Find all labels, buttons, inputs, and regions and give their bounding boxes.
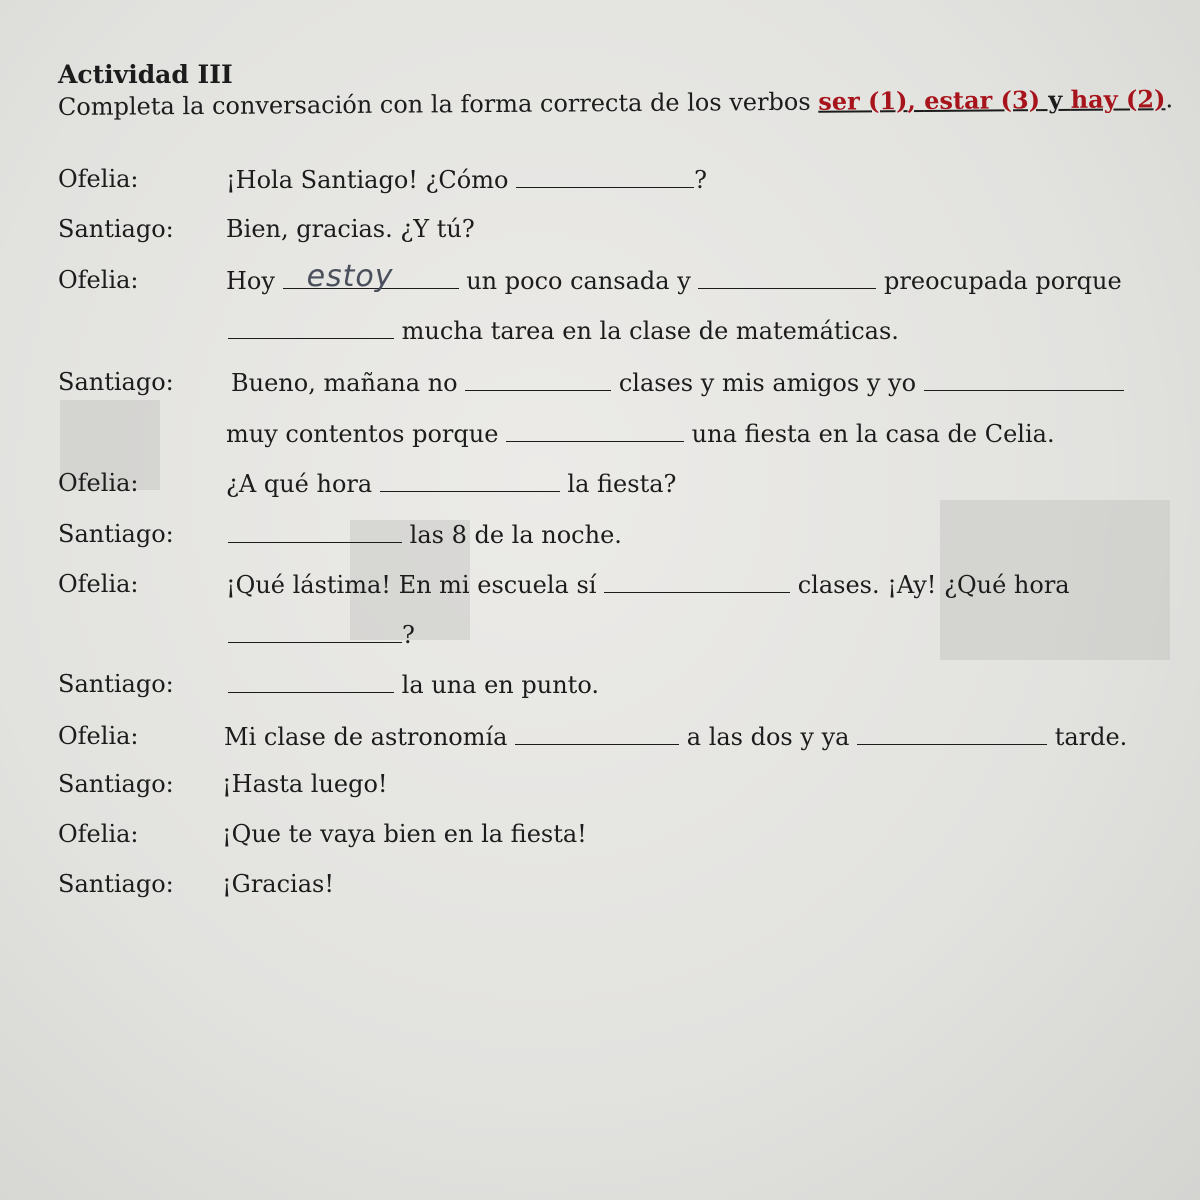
line-text-part: Mi clase de astronomía (224, 723, 516, 751)
activity-title: Actividad III (58, 60, 233, 89)
speaker-name: Ofelia: (58, 469, 139, 497)
answer-blank[interactable] (924, 368, 1124, 391)
line-text-part: ¿A qué hora (226, 470, 380, 498)
line-text-part: clases. ¡Ay! ¿Qué hora (790, 571, 1070, 599)
line-text (226, 469, 676, 498)
dialogue-line (0, 316, 1200, 356)
answer-blank[interactable] (228, 620, 402, 643)
line-text-part: la fiesta? (559, 470, 677, 498)
answer-blank[interactable] (380, 469, 560, 492)
line-text-part: a las dos y ya (679, 723, 858, 751)
line-text (226, 165, 707, 194)
answer-blank[interactable] (228, 316, 394, 339)
dialogue-line (0, 368, 1200, 408)
line-text-part: mucha tarea en la clase de matemáticas. (401, 317, 899, 345)
dialogue-line (0, 870, 1200, 910)
line-text-part: tarde. (1047, 723, 1128, 751)
line-text: ¡Hasta luego! (222, 770, 388, 798)
dialogue-line (0, 670, 1200, 710)
instruction-period: . (1165, 85, 1174, 114)
verb-conjunction: y (1039, 84, 1071, 115)
speaker-name: Ofelia: (58, 722, 139, 750)
speaker-name: Santiago: (58, 670, 174, 698)
instruction-prefix: Completa la conversación con la forma correcta de los verbos (57, 87, 819, 121)
dialogue-line (0, 520, 1200, 560)
line-text: ¡Gracias! (222, 870, 334, 898)
line-text-part: clases y mis amigos y yo (611, 369, 924, 397)
line-text-part: ? (694, 166, 707, 194)
speaker-name: Santiago: (58, 368, 174, 396)
answer-blank[interactable] (516, 165, 694, 188)
instruction-text (58, 84, 1173, 121)
line-text-part: las 8 de la noche. (409, 521, 622, 549)
speaker-name: Santiago: (58, 870, 174, 898)
speaker-name: Ofelia: (58, 820, 139, 848)
dialogue-line (0, 259, 1200, 306)
line-text-part: un poco cansada y (458, 267, 699, 295)
answer-blank[interactable] (604, 570, 790, 593)
line-text-part: preocupada porque (876, 267, 1122, 295)
dialogue-line (0, 469, 1200, 509)
dialogue-line (0, 770, 1200, 810)
answer-blank[interactable] (506, 419, 684, 442)
answer-blank[interactable] (465, 368, 611, 391)
line-text (226, 259, 1122, 295)
answer-blank[interactable] (515, 722, 679, 745)
dialogue-line (0, 722, 1200, 762)
dialogue-line (0, 570, 1200, 610)
line-text (224, 722, 1127, 751)
line-text (228, 520, 622, 549)
answer-blank[interactable] (228, 520, 402, 543)
verb-separator: , (907, 85, 925, 116)
line-text-part: ? (402, 621, 415, 649)
speaker-name: Santiago: (58, 520, 174, 548)
verb-hay: hay (2) (1070, 84, 1166, 114)
speaker-name: Ofelia: (58, 165, 139, 193)
line-text-part: la una en punto. (401, 671, 599, 699)
line-text (228, 620, 415, 649)
verb-estar: estar (3) (924, 85, 1041, 115)
line-text-part: ¡Qué lástima! En mi escuela sí (226, 571, 605, 599)
line-text (226, 419, 1055, 448)
line-text-part: Hoy (226, 267, 283, 295)
answer-blank[interactable] (857, 722, 1047, 745)
handwritten-answer: estoy (306, 259, 394, 294)
speaker-name: Ofelia: (58, 266, 139, 294)
line-text: Bien, gracias. ¿Y tú? (226, 215, 475, 243)
dialogue-line (0, 620, 1200, 660)
line-text-part: ¡Hola Santiago! ¿Cómo (226, 166, 517, 194)
line-text (231, 368, 1124, 397)
dialogue-line (0, 215, 1200, 255)
speaker-name: Santiago: (58, 215, 174, 243)
dialogue-line (0, 419, 1200, 459)
line-text (228, 316, 899, 345)
dialogue-line (0, 165, 1200, 205)
line-text-part: Bueno, mañana no (231, 369, 466, 397)
line-text-part: una fiesta en la casa de Celia. (684, 420, 1055, 448)
speaker-name: Santiago: (58, 770, 174, 798)
answer-blank[interactable] (283, 259, 459, 294)
answer-blank[interactable] (698, 266, 876, 289)
dialogue-line (0, 820, 1200, 860)
answer-blank[interactable] (228, 670, 394, 693)
line-text-part: muy contentos porque (226, 420, 507, 448)
verb-ser: ser (1) (818, 86, 908, 116)
line-text (226, 570, 1070, 599)
line-text (228, 670, 599, 699)
speaker-name: Ofelia: (58, 570, 139, 598)
line-text: ¡Que te vaya bien en la fiesta! (222, 820, 587, 848)
